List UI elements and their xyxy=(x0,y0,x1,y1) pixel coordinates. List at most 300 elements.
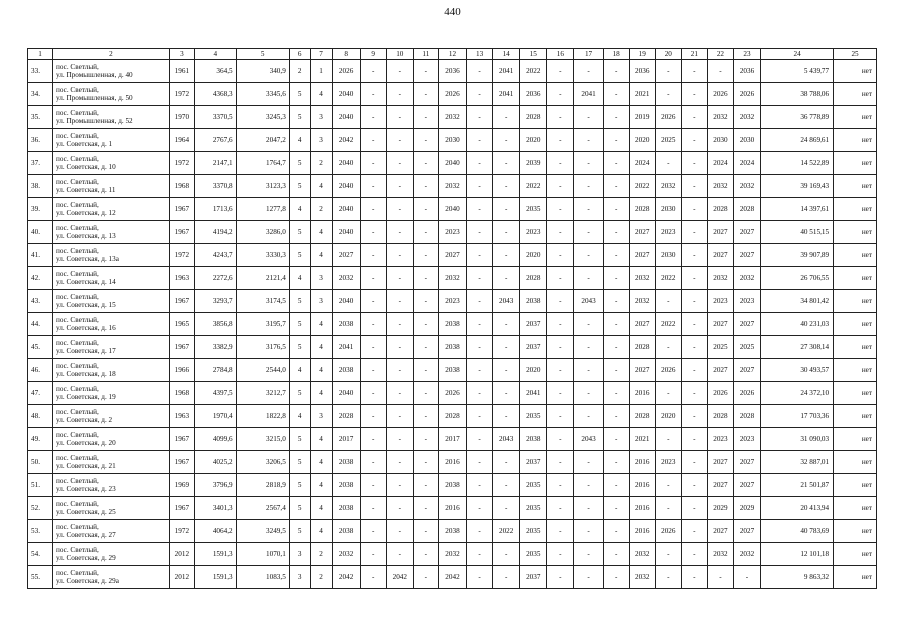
table-cell: - xyxy=(413,566,438,589)
table-cell: 2026 xyxy=(655,359,681,382)
table-cell: 36 778,89 xyxy=(761,106,834,129)
row-number: 42. xyxy=(28,267,53,290)
table-cell: - xyxy=(681,198,707,221)
table-cell: 2030 xyxy=(655,198,681,221)
table-cell: - xyxy=(493,267,520,290)
table-cell: 2040 xyxy=(438,198,466,221)
address-street: ул. Промышленная, д. 40 xyxy=(56,71,133,79)
table-cell: 3 xyxy=(310,290,332,313)
table-cell: 2022 xyxy=(493,520,520,543)
table-cell: - xyxy=(386,382,413,405)
table-cell: - xyxy=(574,451,603,474)
table-cell: 2 xyxy=(310,152,332,175)
address-settlement: пос. Светлый, xyxy=(56,246,99,255)
table-cell: - xyxy=(467,497,493,520)
column-header: 16 xyxy=(547,49,574,60)
column-header: 1 xyxy=(28,49,53,60)
table-cell: - xyxy=(574,543,603,566)
table-cell: - xyxy=(681,244,707,267)
column-header: 23 xyxy=(733,49,760,60)
table-cell: 2017 xyxy=(332,428,360,451)
table-cell: 2029 xyxy=(733,497,760,520)
table-cell: - xyxy=(681,290,707,313)
table-cell: - xyxy=(386,129,413,152)
row-number: 38. xyxy=(28,175,53,198)
table-cell: - xyxy=(574,129,603,152)
table-cell: 2032 xyxy=(438,267,466,290)
table-cell: 3195,7 xyxy=(236,313,289,336)
table-cell: 2036 xyxy=(520,83,547,106)
table-cell: 1970,4 xyxy=(194,405,236,428)
table-cell: 2030 xyxy=(733,129,760,152)
table-cell: 2026 xyxy=(655,520,681,543)
table-cell: - xyxy=(386,359,413,382)
table-cell: 2038 xyxy=(332,359,360,382)
address-cell xyxy=(53,566,170,589)
address-street: ул. Советская, д. 13а xyxy=(56,255,119,263)
table-row xyxy=(28,520,877,543)
table-cell: - xyxy=(603,106,629,129)
row-number: 35. xyxy=(28,106,53,129)
column-header: 8 xyxy=(332,49,360,60)
table-cell: 1964 xyxy=(169,129,194,152)
table-cell: 2038 xyxy=(332,497,360,520)
table-cell: - xyxy=(467,451,493,474)
table-cell: 4064,2 xyxy=(194,520,236,543)
table-cell: 2022 xyxy=(655,267,681,290)
table-cell: 2026 xyxy=(733,382,760,405)
table-cell: 2026 xyxy=(733,83,760,106)
table-cell: - xyxy=(603,497,629,520)
table-cell: 2032 xyxy=(733,543,760,566)
row-number: 33. xyxy=(28,60,53,83)
table-cell: 1967 xyxy=(169,290,194,313)
table-cell: 1963 xyxy=(169,267,194,290)
table-cell: - xyxy=(413,60,438,83)
table-cell: - xyxy=(467,152,493,175)
table-cell: 2032 xyxy=(707,543,733,566)
column-header: 24 xyxy=(761,49,834,60)
table-cell: - xyxy=(547,244,574,267)
table-row xyxy=(28,543,877,566)
row-number: 34. xyxy=(28,83,53,106)
table-cell: 2043 xyxy=(574,290,603,313)
address-settlement: пос. Светлый, xyxy=(56,476,99,485)
address-cell xyxy=(53,290,170,313)
table-cell: нет xyxy=(834,267,877,290)
table-cell: 2021 xyxy=(629,428,655,451)
table-cell: нет xyxy=(834,152,877,175)
table-cell: 3206,5 xyxy=(236,451,289,474)
table-cell: - xyxy=(681,382,707,405)
table-cell: 2040 xyxy=(332,152,360,175)
buildings-table xyxy=(27,48,877,589)
table-cell: - xyxy=(681,129,707,152)
table-cell: 2041 xyxy=(493,83,520,106)
column-header: 10 xyxy=(386,49,413,60)
table-cell: - xyxy=(386,267,413,290)
table-cell: 1967 xyxy=(169,497,194,520)
table-cell: 2040 xyxy=(332,106,360,129)
address-street: ул. Советская, д. 19 xyxy=(56,393,116,401)
table-cell: - xyxy=(574,474,603,497)
table-cell: - xyxy=(493,244,520,267)
table-cell: 2 xyxy=(310,198,332,221)
table-cell: нет xyxy=(834,566,877,589)
table-cell: - xyxy=(603,382,629,405)
table-cell: 1966 xyxy=(169,359,194,382)
table-cell: 3293,7 xyxy=(194,290,236,313)
table-row xyxy=(28,152,877,175)
table-cell: 2038 xyxy=(520,428,547,451)
table-cell: - xyxy=(386,290,413,313)
table-cell: 2025 xyxy=(733,336,760,359)
table-cell: 2035 xyxy=(520,474,547,497)
table-cell: - xyxy=(467,313,493,336)
table-cell: 2017 xyxy=(438,428,466,451)
address-cell xyxy=(53,474,170,497)
column-header: 14 xyxy=(493,49,520,60)
table-cell: 20 413,94 xyxy=(761,497,834,520)
table-cell: 5 xyxy=(289,451,310,474)
table-cell: - xyxy=(655,382,681,405)
table-cell: - xyxy=(655,336,681,359)
table-cell: 4 xyxy=(310,336,332,359)
table-cell: 2 xyxy=(310,543,332,566)
address-settlement: пос. Светлый, xyxy=(56,223,99,232)
table-cell: 27 308,14 xyxy=(761,336,834,359)
table-cell: - xyxy=(467,267,493,290)
table-cell: 2023 xyxy=(655,221,681,244)
address-cell xyxy=(53,497,170,520)
table-cell: 24 372,10 xyxy=(761,382,834,405)
table-cell: - xyxy=(360,336,386,359)
column-header: 21 xyxy=(681,49,707,60)
row-number: 45. xyxy=(28,336,53,359)
table-row xyxy=(28,106,877,129)
table-cell: 2023 xyxy=(438,221,466,244)
address-settlement: пос. Светлый, xyxy=(56,108,99,117)
table-cell: - xyxy=(467,336,493,359)
table-cell: 2027 xyxy=(707,244,733,267)
table-cell: - xyxy=(681,83,707,106)
table-cell: 2027 xyxy=(733,221,760,244)
table-cell: - xyxy=(413,221,438,244)
row-number: 39. xyxy=(28,198,53,221)
table-cell: 1972 xyxy=(169,244,194,267)
row-number: 47. xyxy=(28,382,53,405)
table-cell: - xyxy=(655,474,681,497)
address-street: ул. Советская, д. 21 xyxy=(56,462,116,470)
table-cell: 3 xyxy=(289,543,310,566)
table-cell: 3345,6 xyxy=(236,83,289,106)
table-cell: 2035 xyxy=(520,520,547,543)
table-cell: 2022 xyxy=(629,175,655,198)
table-cell: - xyxy=(360,267,386,290)
table-cell: 2041 xyxy=(520,382,547,405)
table-cell: 2022 xyxy=(520,60,547,83)
row-number: 44. xyxy=(28,313,53,336)
address-street: ул. Советская, д. 12 xyxy=(56,209,116,217)
table-cell: - xyxy=(413,520,438,543)
column-header: 19 xyxy=(629,49,655,60)
table-cell: 1277,8 xyxy=(236,198,289,221)
table-cell: - xyxy=(574,175,603,198)
table-cell: нет xyxy=(834,474,877,497)
table-cell: - xyxy=(360,474,386,497)
table-cell: нет xyxy=(834,520,877,543)
table-cell: 14 522,89 xyxy=(761,152,834,175)
table-cell: 2121,4 xyxy=(236,267,289,290)
table-cell: - xyxy=(574,566,603,589)
table-cell: 2016 xyxy=(629,451,655,474)
table-cell: 1070,1 xyxy=(236,543,289,566)
row-number: 36. xyxy=(28,129,53,152)
table-cell: 5 xyxy=(289,428,310,451)
table-row xyxy=(28,267,877,290)
table-cell: 2038 xyxy=(332,474,360,497)
table-cell: - xyxy=(603,359,629,382)
table-cell: - xyxy=(360,451,386,474)
table-cell: 2027 xyxy=(733,244,760,267)
table-cell: 4 xyxy=(310,520,332,543)
address-settlement: пос. Светлый, xyxy=(56,200,99,209)
table-cell: нет xyxy=(834,543,877,566)
table-cell: 3330,3 xyxy=(236,244,289,267)
table-cell: - xyxy=(574,106,603,129)
column-header: 4 xyxy=(194,49,236,60)
table-cell: - xyxy=(360,83,386,106)
table-cell: 2025 xyxy=(655,129,681,152)
table-cell: 5 xyxy=(289,336,310,359)
table-cell: 4 xyxy=(289,405,310,428)
table-cell: нет xyxy=(834,359,877,382)
table-cell: 1713,6 xyxy=(194,198,236,221)
table-cell: 2032 xyxy=(629,566,655,589)
table-cell: - xyxy=(413,83,438,106)
table-cell: 30 493,57 xyxy=(761,359,834,382)
column-header: 7 xyxy=(310,49,332,60)
table-cell: - xyxy=(547,359,574,382)
table-cell: - xyxy=(360,359,386,382)
table-row xyxy=(28,221,877,244)
table-cell: 3286,0 xyxy=(236,221,289,244)
table-cell: - xyxy=(603,152,629,175)
table-cell: 2020 xyxy=(629,129,655,152)
column-header: 25 xyxy=(834,49,877,60)
table-cell: нет xyxy=(834,221,877,244)
table-cell: 2027 xyxy=(707,451,733,474)
address-street: ул. Советская, д. 29 xyxy=(56,554,116,562)
table-cell: 2040 xyxy=(332,198,360,221)
table-cell: 1968 xyxy=(169,175,194,198)
table-cell: 2016 xyxy=(629,382,655,405)
address-street: ул. Советская, д. 17 xyxy=(56,347,116,355)
table-cell: 4 xyxy=(310,497,332,520)
table-cell: - xyxy=(547,497,574,520)
table-cell: 2032 xyxy=(733,106,760,129)
table-cell: 2028 xyxy=(629,198,655,221)
address-settlement: пос. Светлый, xyxy=(56,131,99,140)
row-number: 54. xyxy=(28,543,53,566)
table-cell: 2037 xyxy=(520,313,547,336)
address-cell xyxy=(53,313,170,336)
table-cell: - xyxy=(467,382,493,405)
table-cell: - xyxy=(681,175,707,198)
table-cell: - xyxy=(493,474,520,497)
table-cell: - xyxy=(413,497,438,520)
table-cell: 1970 xyxy=(169,106,194,129)
table-cell: 2038 xyxy=(438,474,466,497)
table-cell: - xyxy=(547,451,574,474)
table-cell: 4099,6 xyxy=(194,428,236,451)
table-cell: - xyxy=(547,290,574,313)
table-cell: - xyxy=(547,474,574,497)
table-cell: 2027 xyxy=(629,221,655,244)
table-row xyxy=(28,382,877,405)
table-cell: 4025,2 xyxy=(194,451,236,474)
table-cell: - xyxy=(386,221,413,244)
table-cell: 3245,3 xyxy=(236,106,289,129)
table-cell: 2043 xyxy=(574,428,603,451)
table-cell: - xyxy=(603,451,629,474)
table-cell: - xyxy=(467,566,493,589)
table-cell: - xyxy=(360,198,386,221)
table-cell: 2038 xyxy=(332,313,360,336)
address-settlement: пос. Светлый, xyxy=(56,545,99,554)
table-cell: - xyxy=(467,543,493,566)
column-header: 18 xyxy=(603,49,629,60)
table-row xyxy=(28,60,877,83)
table-cell: - xyxy=(413,382,438,405)
table-cell: - xyxy=(386,451,413,474)
table-cell: 2032 xyxy=(707,175,733,198)
table-cell: 1967 xyxy=(169,428,194,451)
table-cell: 2026 xyxy=(655,106,681,129)
table-cell: - xyxy=(467,106,493,129)
table-cell: - xyxy=(681,405,707,428)
table-cell: - xyxy=(360,405,386,428)
table-cell: 2028 xyxy=(707,198,733,221)
table-cell: 2027 xyxy=(438,244,466,267)
table-cell: - xyxy=(360,313,386,336)
table-cell: 3370,5 xyxy=(194,106,236,129)
table-cell: 2035 xyxy=(520,497,547,520)
table-cell: - xyxy=(547,336,574,359)
table-cell: 2016 xyxy=(438,497,466,520)
table-cell: 2020 xyxy=(520,129,547,152)
table-cell: 9 863,32 xyxy=(761,566,834,589)
table-cell: 2023 xyxy=(733,290,760,313)
address-settlement: пос. Светлый, xyxy=(56,568,99,577)
table-cell: - xyxy=(681,267,707,290)
table-cell: - xyxy=(386,106,413,129)
table-cell: 1965 xyxy=(169,313,194,336)
table-cell: 2035 xyxy=(520,543,547,566)
table-cell: - xyxy=(360,543,386,566)
table-cell: 5 xyxy=(289,382,310,405)
table-cell: 3215,0 xyxy=(236,428,289,451)
table-cell: - xyxy=(547,106,574,129)
address-settlement: пос. Светлый, xyxy=(56,361,99,370)
table-cell: 39 169,43 xyxy=(761,175,834,198)
table-cell: 2016 xyxy=(629,497,655,520)
table-row xyxy=(28,83,877,106)
table-cell: 2023 xyxy=(655,451,681,474)
table-cell: 5 439,77 xyxy=(761,60,834,83)
table-cell: 2 xyxy=(310,566,332,589)
table-cell: - xyxy=(413,290,438,313)
table-cell: - xyxy=(574,382,603,405)
address-street: ул. Советская, д. 20 xyxy=(56,439,116,447)
table-cell: 2025 xyxy=(707,336,733,359)
table-cell: 2043 xyxy=(493,428,520,451)
row-number: 51. xyxy=(28,474,53,497)
table-cell: 2028 xyxy=(707,405,733,428)
table-cell: 2032 xyxy=(332,543,360,566)
table-cell: 2027 xyxy=(733,359,760,382)
table-cell: нет xyxy=(834,336,877,359)
table-cell: 2028 xyxy=(520,267,547,290)
table-cell: - xyxy=(681,520,707,543)
table-cell: нет xyxy=(834,497,877,520)
table-cell: - xyxy=(574,405,603,428)
table-cell: - xyxy=(681,152,707,175)
table-cell: - xyxy=(547,566,574,589)
table-cell: 3856,8 xyxy=(194,313,236,336)
address-street: ул. Советская, д. 23 xyxy=(56,485,116,493)
table-row xyxy=(28,451,877,474)
table-cell: нет xyxy=(834,83,877,106)
table-cell: 1764,7 xyxy=(236,152,289,175)
table-cell: 2041 xyxy=(574,83,603,106)
table-cell: - xyxy=(655,290,681,313)
table-cell: - xyxy=(574,60,603,83)
table-cell: 38 788,06 xyxy=(761,83,834,106)
table-cell: 2036 xyxy=(733,60,760,83)
row-number: 55. xyxy=(28,566,53,589)
table-cell: 2041 xyxy=(332,336,360,359)
column-header: 6 xyxy=(289,49,310,60)
table-cell: - xyxy=(547,60,574,83)
table-cell: - xyxy=(467,221,493,244)
table-cell: 2767,6 xyxy=(194,129,236,152)
table-cell: 2040 xyxy=(332,83,360,106)
table-cell: 2023 xyxy=(520,221,547,244)
table-cell: 2028 xyxy=(438,405,466,428)
column-header: 17 xyxy=(574,49,603,60)
table-cell: 2036 xyxy=(629,60,655,83)
address-cell xyxy=(53,359,170,382)
table-cell: 2032 xyxy=(438,175,466,198)
table-cell: 26 706,55 xyxy=(761,267,834,290)
table-cell: - xyxy=(413,543,438,566)
table-cell: - xyxy=(574,497,603,520)
table-cell: 5 xyxy=(289,497,310,520)
table-cell: - xyxy=(681,543,707,566)
table-cell: 4 xyxy=(310,313,332,336)
table-cell: - xyxy=(386,543,413,566)
table-cell: - xyxy=(386,244,413,267)
table-cell: 5 xyxy=(289,313,310,336)
table-cell: 1822,8 xyxy=(236,405,289,428)
table-cell: - xyxy=(547,382,574,405)
table-cell: нет xyxy=(834,451,877,474)
row-number: 53. xyxy=(28,520,53,543)
table-cell: - xyxy=(386,474,413,497)
table-cell: 1591,3 xyxy=(194,543,236,566)
table-cell: - xyxy=(386,336,413,359)
